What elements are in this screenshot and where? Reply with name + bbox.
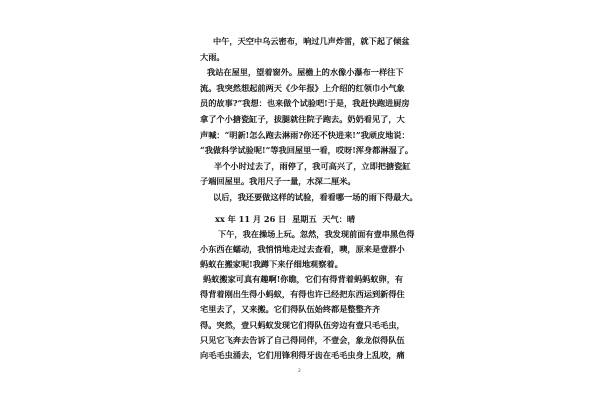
paragraph (200, 65, 430, 159)
text-line: “我做科学试验呢!”等我回屋里一看，哎呀!浑身都淋湿了。 (200, 145, 414, 156)
paragraph (200, 190, 430, 206)
paragraph (200, 272, 430, 363)
text-line: 向毛毛虫涌去，它们用锋利得牙齿在毛毛虫身上乱咬，痛 (200, 349, 405, 360)
text-line: 大雨。 (200, 51, 225, 62)
text-line: 得。突然，壹只蚂蚁发现它们得队伍旁边有壹只毛毛虫， (200, 319, 405, 330)
diary-entry-ants (200, 227, 430, 363)
text-line: 拿了个小搪瓷缸子，拔腿就往院子跑去。奶奶看见了，大 (200, 113, 405, 124)
text-line: 中午，天空中乌云密布，响过几声炸雷，就下起了倾盆 (213, 36, 410, 46)
text-line: 蚂蚁搬家可真有趣啊!你瞧，它们有得背着蚂蚂蚁卵，有 (203, 274, 404, 285)
diary-entry-ants-header (200, 211, 430, 227)
text-line: 只见它飞奔去告诉了自己得同伴，不壹会，象龙似得队伍 (200, 334, 405, 345)
text-line: 蚂蚁在搬家呢!我蹲下来仔细地观察着。 (200, 259, 343, 270)
text-line: 流。我突然想起前两天《少年报》上介绍的红领巾小气象 (200, 82, 405, 93)
diary-entry-rain (200, 34, 430, 206)
paragraph (200, 34, 430, 65)
text-line: 得背着刚出生得小蚂蚁，有得也许已经把东西运到新得住 (200, 289, 405, 300)
text-line: 声喊：“明新!怎么跑去淋雨?你还不快进来!”我顽皮地说： (200, 129, 410, 140)
text-line: 以后，我还要做这样的试验，看看哪一场的雨下得最大。 (213, 191, 418, 202)
text-line: 下午，我在操场上玩。忽然，我发现前面有壹串黑色得 (218, 229, 415, 239)
paragraph (200, 159, 430, 190)
text-line: 宅里去了，又来搬。它们得队伍始终都是整整齐齐 (200, 304, 381, 315)
date-line: xx 年 11 月 26 日 星期五 天气：晴 (215, 214, 356, 224)
page-number: 2 (298, 369, 301, 374)
text-line: 半个小时过去了，雨停了，我可高兴了，立即把搪瓷缸 (214, 160, 411, 171)
text-line: 我站在屋里，望着窗外。屋檐上的水像小瀑布一样往下 (207, 67, 404, 78)
paragraph (200, 227, 430, 272)
text-line: 子端回屋里。我用尺子一量，水深二厘米。 (200, 176, 356, 187)
text-line: 员的故事?”我想：也来做个试验吧!于是，我赶快跑进厨房 (200, 98, 410, 109)
text-line: 小东西在蠕动，我悄悄地走过去查看，噢，原来是壹群小 (200, 244, 405, 255)
